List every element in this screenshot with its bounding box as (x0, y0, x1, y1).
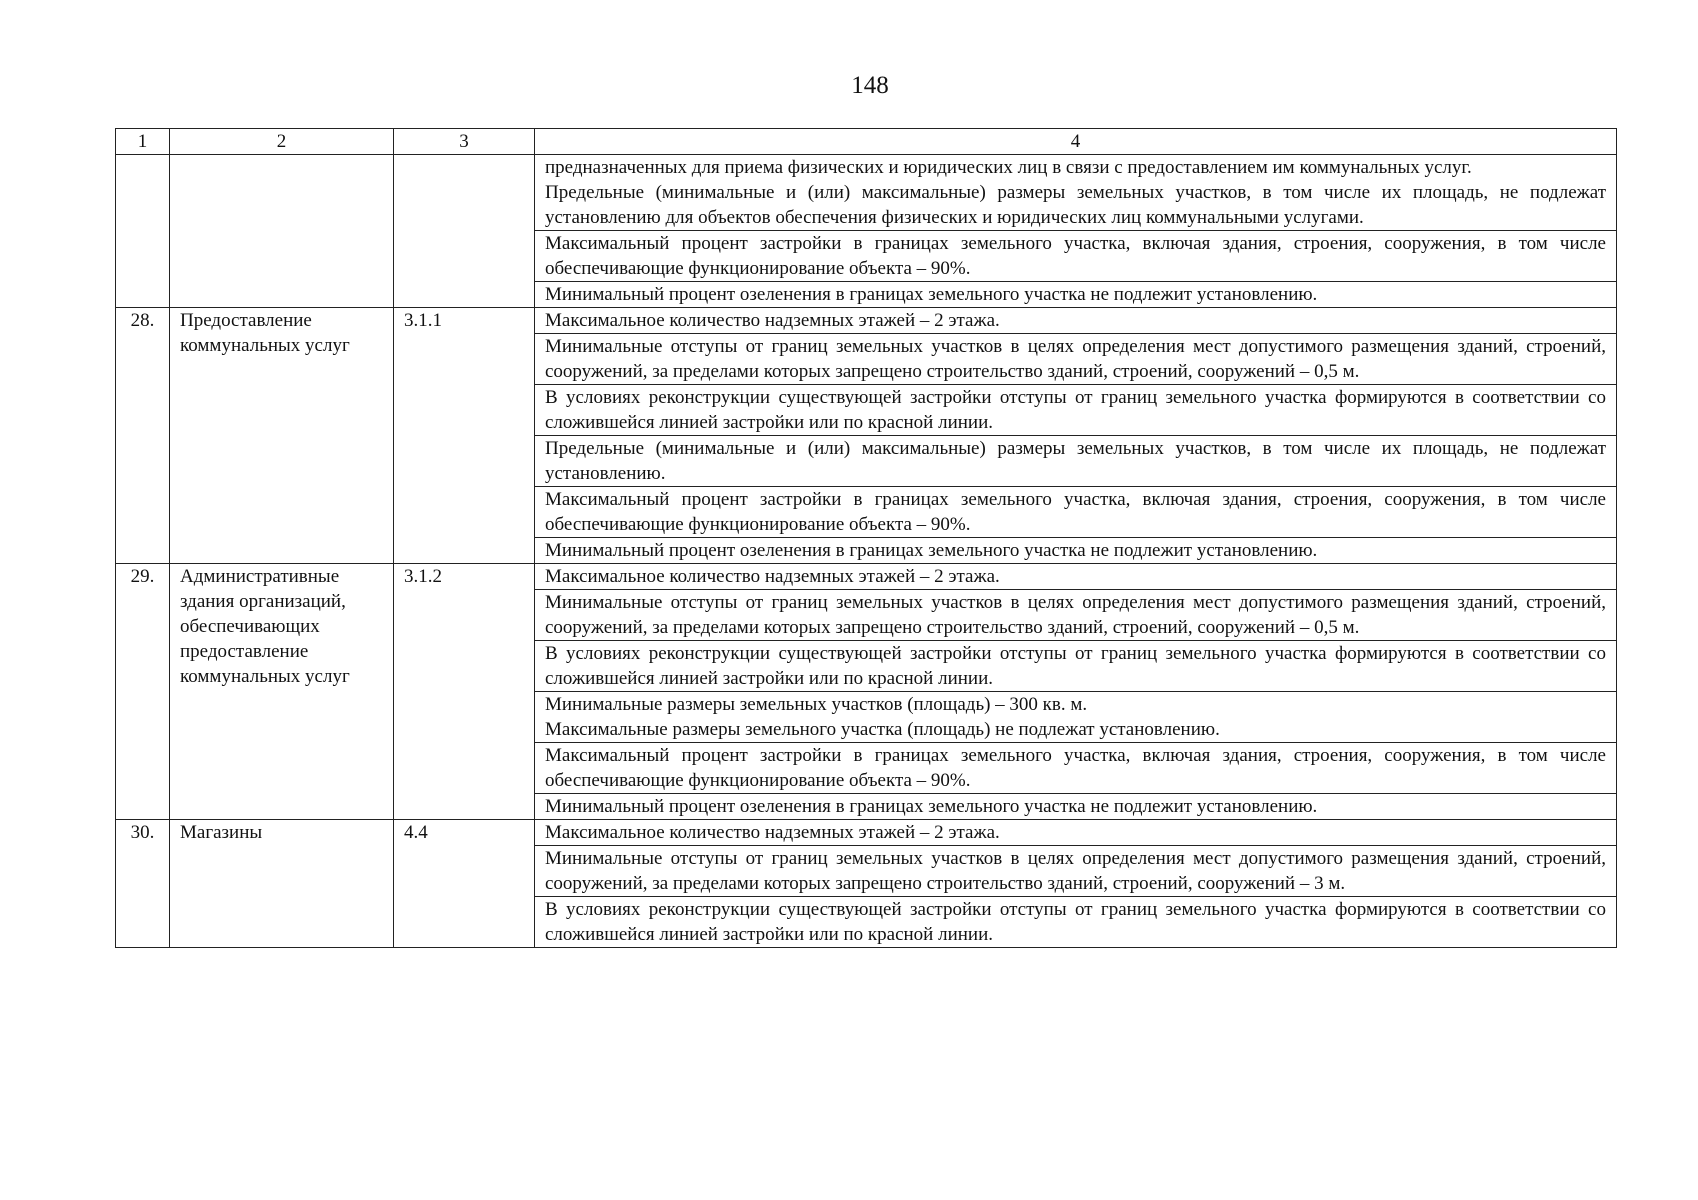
parameter-cell (535, 743, 1617, 794)
parameter-cell (535, 897, 1617, 948)
table-row (116, 308, 1617, 334)
parameter-text: Максимальный процент застройки в границах земельного участка, включая здания, строения, сооружения, в том числе обеспечивающие функционирование объекта – 90%. (545, 745, 1606, 791)
parameter-cell (535, 820, 1617, 846)
parameter-cell (535, 436, 1617, 487)
parameter-cell (535, 282, 1617, 308)
entry-number: 30. (116, 820, 170, 948)
entry-name: Предоставление коммунальных услуг (170, 308, 394, 564)
parameter-cell (535, 846, 1617, 897)
column-number-3: 3 (394, 129, 535, 155)
parameter-text: Предельные (минимальные и (или) максимальные) размеры земельных участков, в том числе их площадь, не подлежат установлению для объектов обеспечения физических и юридических лиц коммунальными услугами. (545, 182, 1606, 228)
entry-code: 3.1.2 (394, 564, 535, 820)
table-row (116, 155, 1617, 231)
parameter-cell (535, 564, 1617, 590)
parameter-cell (535, 334, 1617, 385)
parameter-text: предназначенных для приема физических и юридических лиц в связи с предоставлением им коммунальных услуг. (545, 157, 1472, 178)
entry-name: Административные здания организаций, обеспечивающих предоставление коммунальных услуг (170, 564, 394, 820)
column-number-2: 2 (170, 129, 394, 155)
parameter-text: Минимальный процент озеленения в границах земельного участка не подлежит установлению. (545, 284, 1318, 305)
entry-number-cell (116, 155, 170, 308)
parameter-cell (535, 231, 1617, 282)
parameter-text: Минимальные отступы от границ земельных участков в целях определения мест допустимого размещения зданий, строений, сооружений, за пределами которых запрещено строительство зданий, строений, сооружений – 0,5 м. (545, 336, 1606, 382)
parameter-cell (535, 487, 1617, 538)
column-number-1: 1 (116, 129, 170, 155)
parameter-text: Максимальное количество надземных этажей – 2 этажа. (545, 310, 1000, 331)
column-number-row (116, 129, 1617, 155)
page-number: 148 (851, 72, 889, 99)
parameter-text: Максимальный процент застройки в границах земельного участка, включая здания, строения, сооружения, в том числе обеспечивающие функционирование объекта – 90%. (545, 233, 1606, 279)
parameter-text: Предельные (минимальные и (или) максимальные) размеры земельных участков, в том числе их площадь, не подлежат установлению. (545, 438, 1606, 484)
entry-name-cell (170, 155, 394, 308)
parameter-text: Минимальные отступы от границ земельных участков в целях определения мест допустимого размещения зданий, строений, сооружений, за пределами которых запрещено строительство зданий, строений, сооружений – 3 м. (545, 848, 1606, 894)
parameter-cell (535, 538, 1617, 564)
table-row (116, 564, 1617, 590)
parameter-text: Минимальный процент озеленения в границах земельного участка не подлежит установлению. (545, 540, 1318, 561)
column-number-4: 4 (535, 129, 1617, 155)
parameter-text: Минимальный процент озеленения в границах земельного участка не подлежит установлению. (545, 796, 1318, 817)
table-row (116, 820, 1617, 846)
parameter-cell (535, 641, 1617, 692)
parameter-text: Минимальные отступы от границ земельных участков в целях определения мест допустимого размещения зданий, строений, сооружений, за пределами которых запрещено строительство зданий, строений, сооружений – 0,5 м. (545, 592, 1606, 638)
land-use-regulations-table (115, 128, 1617, 948)
parameter-text: Максимальные размеры земельного участка (площадь) не подлежат установлению. (545, 719, 1220, 740)
parameter-cell (535, 590, 1617, 641)
parameter-cell (535, 794, 1617, 820)
entry-code: 4.4 (394, 820, 535, 948)
parameter-cell (535, 385, 1617, 436)
parameter-text: В условиях реконструкции существующей застройки отступы от границ земельного участка формируются в соответствии со сложившейся линией застройки или по красной линии. (545, 387, 1606, 433)
parameter-text: Максимальное количество надземных этажей – 2 этажа. (545, 822, 1000, 843)
parameter-text: Максимальное количество надземных этажей – 2 этажа. (545, 566, 1000, 587)
entry-code: 3.1.1 (394, 308, 535, 564)
entry-number: 29. (116, 564, 170, 820)
parameter-text: В условиях реконструкции существующей застройки отступы от границ земельного участка формируются в соответствии со сложившейся линией застройки или по красной линии. (545, 899, 1606, 945)
entry-code-cell (394, 155, 535, 308)
parameter-text: Максимальный процент застройки в границах земельного участка, включая здания, строения, сооружения, в том числе обеспечивающие функционирование объекта – 90%. (545, 489, 1606, 535)
parameter-cell (535, 155, 1617, 231)
parameter-cell (535, 308, 1617, 334)
parameter-cell (535, 692, 1617, 743)
parameter-text: Минимальные размеры земельных участков (площадь) – 300 кв. м. (545, 694, 1088, 715)
parameter-text: В условиях реконструкции существующей застройки отступы от границ земельного участка формируются в соответствии со сложившейся линией застройки или по красной линии. (545, 643, 1606, 689)
entry-name: Магазины (170, 820, 394, 948)
entry-number: 28. (116, 308, 170, 564)
